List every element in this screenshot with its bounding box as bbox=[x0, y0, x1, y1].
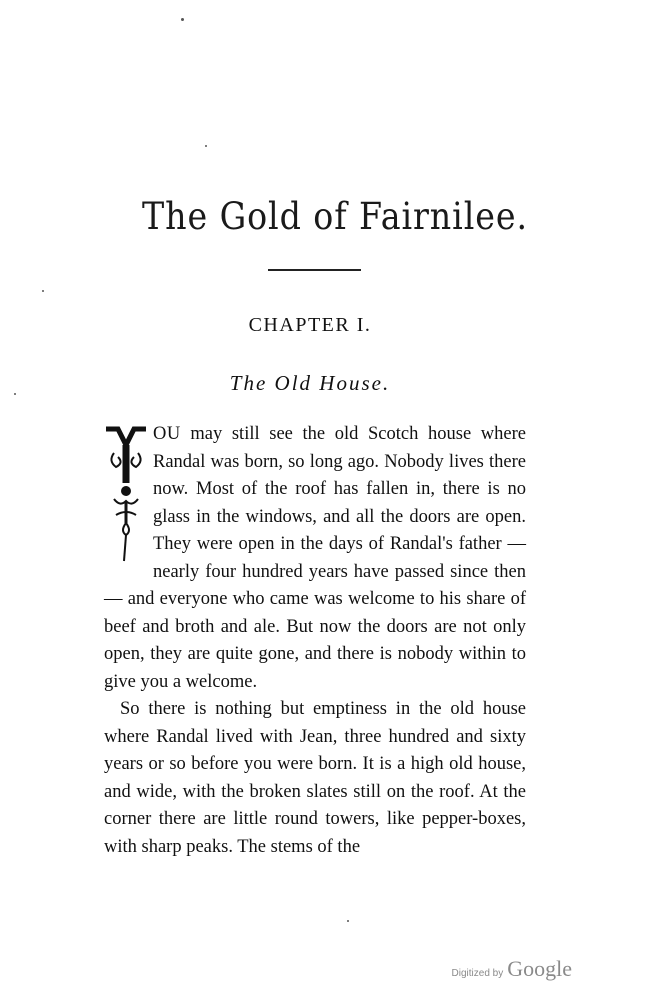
title-divider bbox=[268, 269, 361, 271]
scan-speck bbox=[347, 920, 349, 922]
dropcap-ornament-icon bbox=[104, 423, 149, 563]
paragraph-1-text: may still see the old Scotch house where Randal was born, so long ago. Nobody lives there now. Most of the roof has fallen in, there is no glass in the windows, and all the doors are open. They were open in the days of Randal's father — nearly four hundred years have passed since then — and everyone who came was welcome to his share of beef and broth and ale. But now the doors are not only open, they are quite gone, and there is nobody within to give you a welcome. bbox=[104, 424, 526, 692]
google-logo: Google bbox=[507, 956, 572, 981]
scan-speck bbox=[42, 290, 44, 292]
svg-text:Y: Y bbox=[122, 470, 130, 481]
scan-speck bbox=[181, 18, 184, 21]
body-text bbox=[104, 421, 526, 861]
book-title: The Gold of Fairnilee. bbox=[142, 194, 528, 238]
ornamental-dropcap bbox=[104, 423, 149, 563]
paragraph-1 bbox=[104, 421, 526, 696]
chapter-subtitle: The Old House. bbox=[229, 371, 391, 395]
digitized-by-google-watermark bbox=[452, 956, 572, 982]
scan-speck bbox=[205, 145, 207, 147]
dropcap-continuation: OU bbox=[153, 424, 181, 444]
watermark-prefix: Digitized by bbox=[451, 968, 504, 979]
paragraph-2: So there is nothing but emptiness in the old house where Randal lived with Jean, three hundred and sixty years or so before you were born. It is a high old house, and wide, with the broken slates still on the roof. At the corner there are little round towers, like pepper-boxes, with sharp peaks. The stems of the bbox=[104, 699, 526, 857]
chapter-heading: CHAPTER I. bbox=[248, 314, 372, 336]
